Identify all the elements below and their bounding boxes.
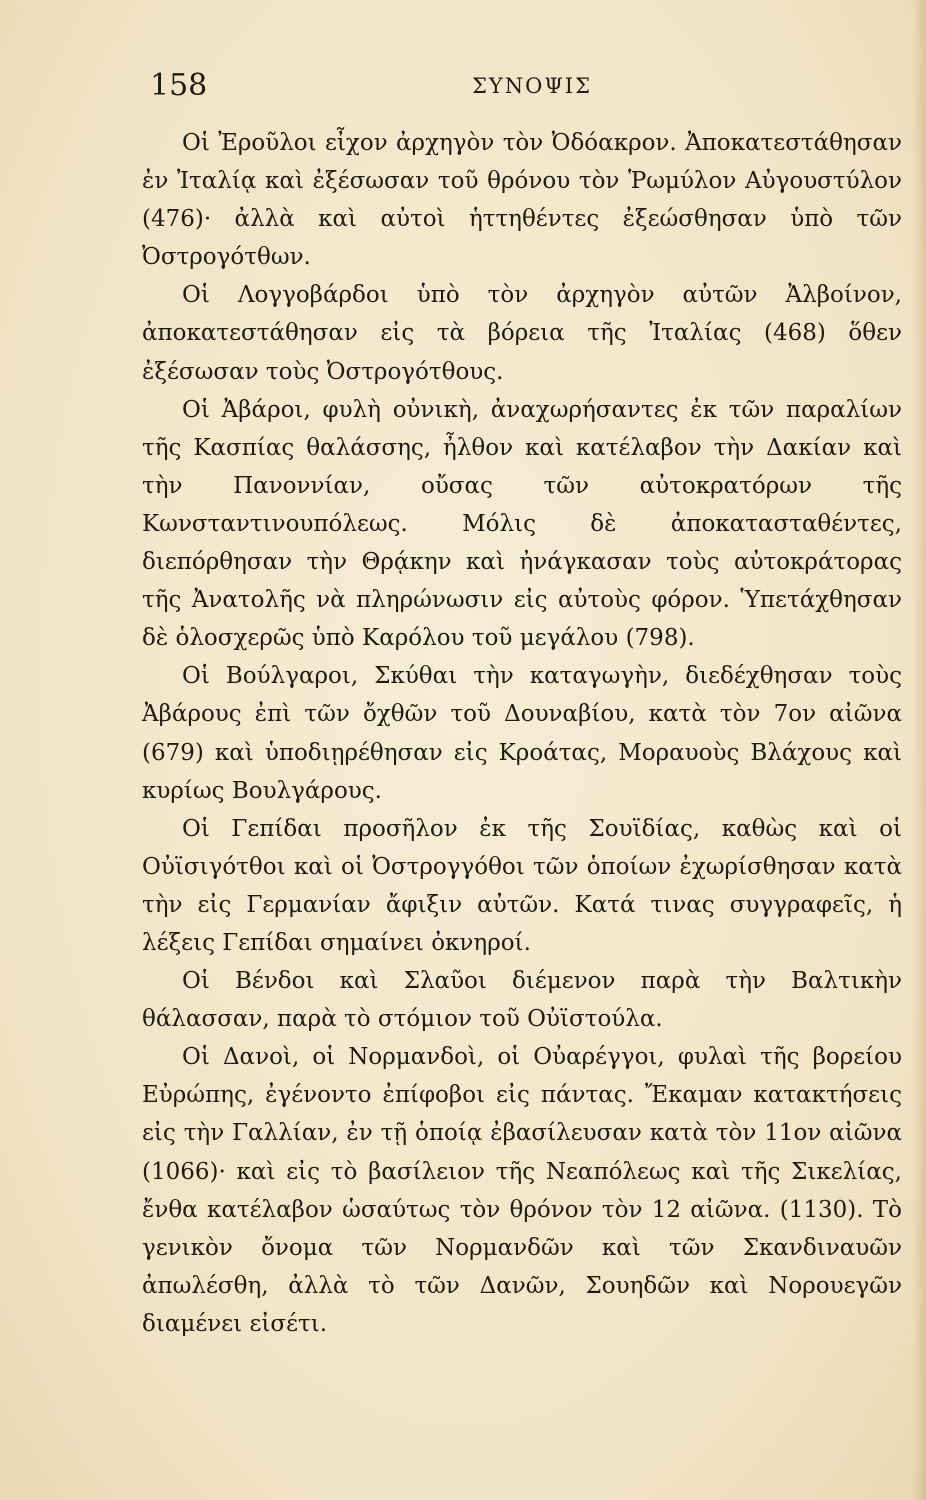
running-title: ΣΥΝΟΨΙΣ bbox=[472, 74, 592, 98]
page-number: 158 bbox=[150, 68, 208, 103]
page-edge-shadow bbox=[912, 0, 926, 1500]
paragraph-wends-slavs: Οἱ Βένδοι καὶ Σλαῦοι διέμενον παρὰ τὴν Βαλτικὴν θάλασσαν, παρὰ τὸ στόμιον τοῦ Οὐϊστούλα. bbox=[142, 968, 902, 1033]
page-header bbox=[150, 68, 902, 112]
paragraph-bulgars: Οἱ Βούλγαροι, Σκύθαι τὴν καταγωγὴν, διεδέχθησαν τοὺς Ἀβάρους ἐπὶ τῶν ὄχθῶν τοῦ Δουναβίου, κατὰ τὸν 7ον αἰῶνα (679) καὶ ὑποδιῃρέθησαν εἰς Κροάτας, Μοραυοὺς Βλάχους καὶ κυρίως Βουλγάρους. bbox=[142, 663, 902, 804]
paragraph-heruli: Οἱ Ἐροῦλοι εἶχον ἀρχηγὸν τὸν Ὀδόακρον. Ἀποκατεστάθησαν ἐν Ἰταλίᾳ καὶ ἐξέσωσαν τοῦ θρόνου τὸν Ῥωμύλον Αὐγουστύλον (476)· ἀλλὰ καὶ αὐτοὶ ἡττηθέντες ἐξεώσθησαν ὑπὸ τῶν Ὀστρογότθων. bbox=[142, 130, 902, 271]
paragraph-danes-normans: Οἱ Δανοὶ, οἱ Νορμανδοὶ, οἱ Οὐαρέγγοι, φυλαὶ τῆς βορείου Εὐρώπης, ἐγένοντο ἐπίφοβοι εἰς πάντας. Ἔκαμαν κατακτήσεις εἰς τὴν Γαλλίαν, ἐν τῇ ὁποίᾳ ἐβασίλευσαν κατὰ τὸν 11ον αἰῶνα (1066)· καὶ εἰς τὸ βασίλειον τῆς Νεαπόλεως καὶ τῆς Σικελίας, ἔνθα κατέλαβον ὡσαύτως τὸν θρόνον τὸν 12 αἰῶνα. (1130). Τὸ γενικὸν ὄνομα τῶν Νορμανδῶν καὶ τῶν Σκανδιναυῶν ἀπωλέσθη, ἀλλὰ τὸ τῶν Δανῶν, Σουηδῶν καὶ Νορουεγῶν διαμένει εἰσέτι. bbox=[142, 1044, 902, 1337]
paragraph-gepids: Οἱ Γεπίδαι προσῆλον ἐκ τῆς Σουϊδίας, καθὼς καὶ οἱ Οὐϊσιγότθοι καὶ οἱ Ὀστρογγόθοι τῶν ὁποίων ἐχωρίσθησαν κατὰ τὴν εἰς Γερμανίαν ἄφιξιν αὐτῶν. Κατά τινας συγγραφεῖς, ἡ λέξεις Γεπίδαι σημαίνει ὀκνηροί. bbox=[142, 815, 902, 956]
body-text bbox=[142, 124, 902, 1343]
paragraph-lombards: Οἱ Λογγοβάρδοι ὑπὸ τὸν ἀρχηγὸν αὐτῶν Ἀλβοίνον, ἀποκατεστάθησαν εἰς τὰ βόρεια τῆς Ἰταλίας (468) ὅθεν ἐξέσωσαν τοὺς Ὀστρογότθους. bbox=[142, 282, 902, 385]
paragraph-avars: Οἱ Ἀβάροι, φυλὴ οὐνικὴ, ἀναχωρήσαντες ἐκ τῶν παραλίων τῆς Κασπίας θαλάσσης, ἦλθον καὶ κατέλαβον τὴν Δακίαν καὶ τὴν Πανοννίαν, οὔσας τῶν αὐτοκρατόρων τῆς Κωνσταντινουπόλεως. Μόλις δὲ ἀποκατασταθέντες, διεπόρθησαν τὴν Θρᾴκην καὶ ἠνάγκασαν τοὺς αὐτοκράτορας τῆς Ἀνατολῆς νὰ πληρώνωσιν εἰς αὐτοὺς φόρον. Ὑπετάχθησαν δὲ ὁλοσχερῶς ὑπὸ Καρόλου τοῦ μεγάλου (798). bbox=[142, 396, 902, 652]
